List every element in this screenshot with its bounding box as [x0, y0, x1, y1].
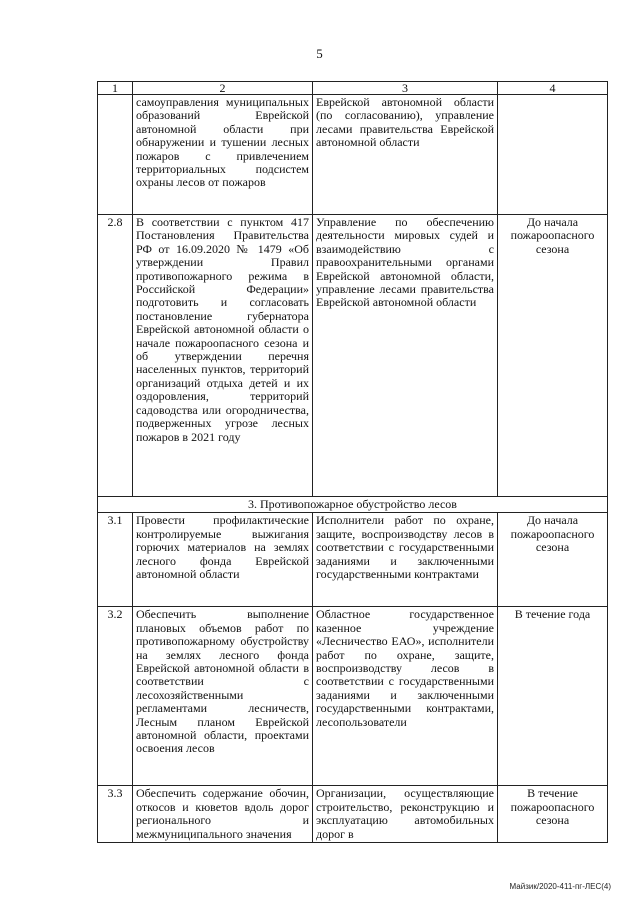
column-header: 4 [498, 82, 608, 95]
row-number: 3.3 [98, 786, 133, 843]
row-responsible: Областное государственное казенное учреждение «Лесничество ЕАО», исполнители работ по охране, защите, воспроизводству лесов в соответствии с государственными заданиями и заключенными государственными контрактами, лесопользователи [313, 607, 498, 786]
row-action: Провести профилактические контролируемые выжигания горючих материалов на землях лесного фонда Еврейской автономной области [133, 513, 313, 607]
row-action: Обеспечить выполнение плановых объемов работ по противопожарному обустройству на землях лесного фонда Еврейской автономной области в соответствии с лесохозяйственными регламентами лесничеств, Лесным планом Еврейской автономной области, проектами освоения лесов [133, 607, 313, 786]
row-term: До начала пожароопасного сезона [498, 513, 608, 607]
document-code: Майзик/2020-411-пг-ЛЕС(4) [509, 882, 611, 891]
row-responsible: Организации, осуществляющие строительство, реконструкцию и эксплуатацию автомобильных дорог в [313, 786, 498, 843]
row-number [98, 95, 133, 215]
column-header: 2 [133, 82, 313, 95]
column-header: 3 [313, 82, 498, 95]
page-number: 5 [316, 46, 323, 61]
row-number: 3.2 [98, 607, 133, 786]
table-row [98, 607, 608, 786]
section-title: 3. Противопожарное обустройство лесов [98, 497, 608, 513]
table-row [98, 95, 608, 215]
row-action: Обеспечить содержание обочин, откосов и кюветов вдоль дорог регионального и межмуниципального значения [133, 786, 313, 843]
row-responsible: Управление по обеспечению деятельности мировых судей и взаимодействию с правоохранительными органами Еврейской автономной области, управление лесами правительства Еврейской автономной области [313, 215, 498, 497]
row-responsible: Исполнители работ по охране, защите, воспроизводству лесов в соответствии с государственными заданиями и заключенными государственными контрактами [313, 513, 498, 607]
column-header: 1 [98, 82, 133, 95]
table-row [98, 786, 608, 843]
row-term: В течение года [498, 607, 608, 786]
table-header-row [98, 82, 608, 95]
table-row [98, 215, 608, 497]
row-term: До начала пожароопасного сезона [498, 215, 608, 497]
row-action: самоуправления муниципальных образований Еврейской автономной области при обнаружении и тушении лесных пожаров с привлечением территориальных подсистем охраны лесов от пожаров [133, 95, 313, 215]
row-term [498, 95, 608, 215]
row-action: В соответствии с пунктом 417 Постановления Правительства РФ от 16.09.2020 № 1479 «Об утверждении Правил противопожарного режима в Российской Федерации» подготовить и согласовать постановление губернатора Еврейской автономной области о начале пожароопасного сезона и об утверждении перечня населенных пунктов, территорий организаций отдыха детей и их оздоровления, территорий садоводства или огородничества, подверженных угрозе лесных пожаров в 2021 году [133, 215, 313, 497]
row-term: В течение пожароопасного сезона [498, 786, 608, 843]
row-responsible: Еврейской автономной области (по согласованию), управление лесами правительства Еврейской автономной области [313, 95, 498, 215]
row-number: 2.8 [98, 215, 133, 497]
row-number: 3.1 [98, 513, 133, 607]
section-heading-row [98, 497, 608, 513]
table-row [98, 513, 608, 607]
measures-table [97, 81, 608, 843]
